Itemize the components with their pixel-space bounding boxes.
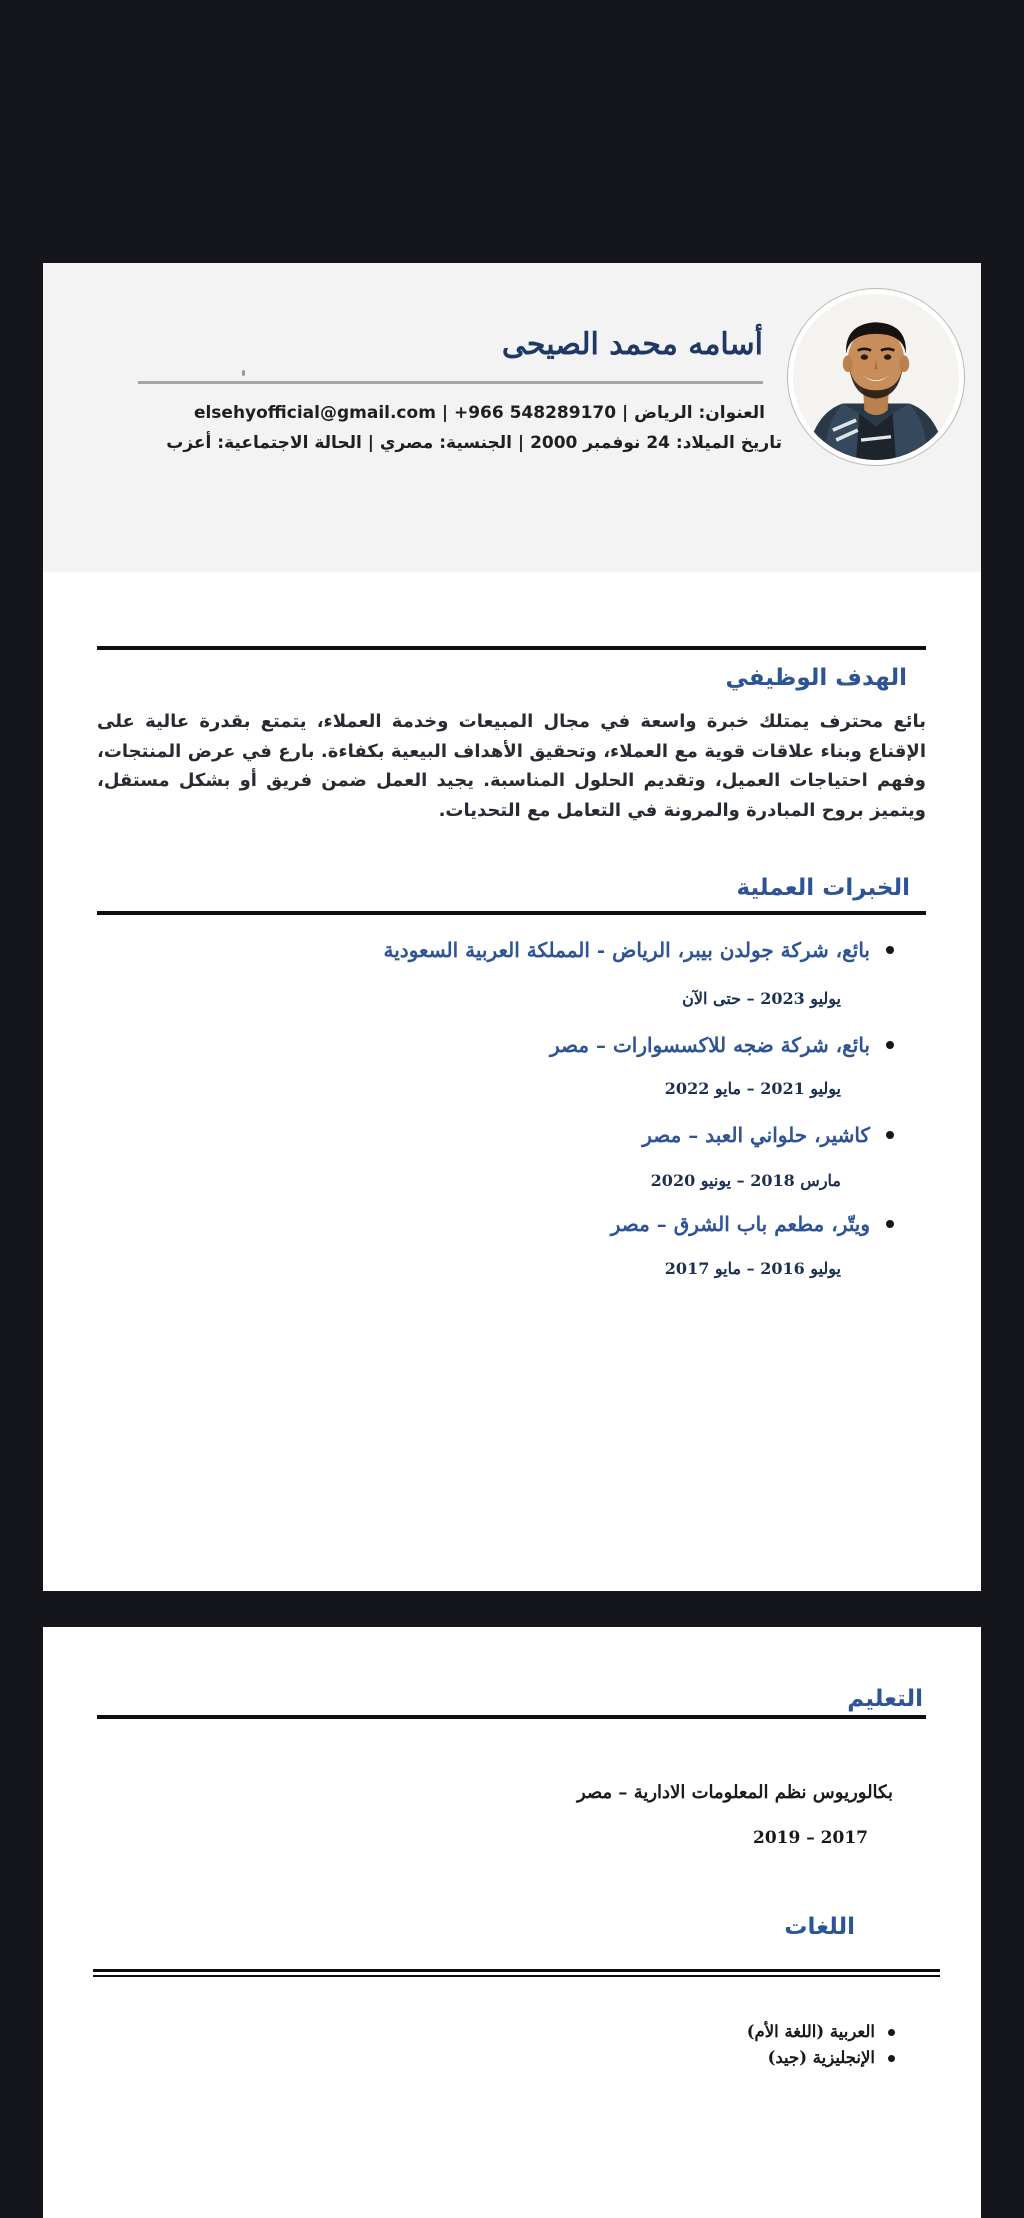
experience-entry-role: بائع، شركة جولدن بيبر، الرياض - المملكة العربية السعودية (384, 935, 870, 965)
contact-line-1: العنوان: الرياض | elsehyofficial@gmail.com | ‎+966 548289170 (193, 403, 765, 423)
name-divider (138, 381, 763, 384)
cv-page-2 (43, 1627, 981, 2218)
experience-entry-dates: يوليو 2021 – مايو 2022 (664, 1079, 841, 1098)
experience-entry-role: ويتّر، مطعم باب الشرق – مصر (611, 1209, 870, 1239)
section-title-objective: الهدف الوظيفي (725, 665, 907, 691)
objective-top-rule (97, 646, 926, 650)
experience-entry-role: كاشير، حلواني العبد – مصر (642, 1120, 870, 1150)
section-title-languages: اللغات (784, 1914, 855, 1940)
section-title-education: التعليم (847, 1686, 923, 1712)
education-rule (97, 1715, 926, 1719)
experience-entry-dates: مارس 2018 – يونيو 2020 (650, 1171, 841, 1190)
profile-photo (788, 289, 964, 465)
languages-rule (93, 1969, 940, 1977)
section-title-experience: الخبرات العملية (736, 875, 910, 901)
experience-entry-dates: يوليو 2023 – حتى الآن (682, 989, 841, 1008)
language-item: الإنجليزية (جيد) (768, 2046, 875, 2070)
page-speck-artifact (242, 370, 245, 376)
objective-paragraph: بائع محترف يمتلك خبرة واسعة في مجال المبيعات وخدمة العملاء، يتمتع بقدرة عالية على الإقناع وبناء علاقات قوية مع العملاء، وتحقيق الأهداف البيعية بكفاءة. بارع في عرض المنتجات، وفهم احتياجات العميل، وتقديم الحلول المناسبة. يجيد العمل ضمن فريق أو بشكل مستقل، ويتميز بروح المبادرة والمرونة في التعامل مع التحديات. (97, 711, 926, 821)
experience-entry-dates: يوليو 2016 – مايو 2017 (664, 1259, 841, 1278)
education-dates: 2017 – 2019 (753, 1828, 868, 1848)
experience-rule (97, 911, 926, 915)
profile-photo-illustration (793, 294, 959, 460)
language-item: العربية (اللغة الأم) (747, 2020, 875, 2044)
contact-line-2: تاريخ الميلاد: 24 نوفمبر 2000 | الجنسية: مصري | الحالة الاجتماعية: أعزب (166, 433, 782, 453)
cv-page-1 (43, 263, 981, 1591)
header-band (43, 263, 981, 572)
education-degree: بكالوريوس نظم المعلومات الادارية – مصر (576, 1782, 893, 1803)
experience-entry-role: بائع، شركة ضجه للاكسسوارات – مصر (550, 1030, 870, 1060)
candidate-name: أسامه محمد الصيحى (501, 327, 763, 362)
